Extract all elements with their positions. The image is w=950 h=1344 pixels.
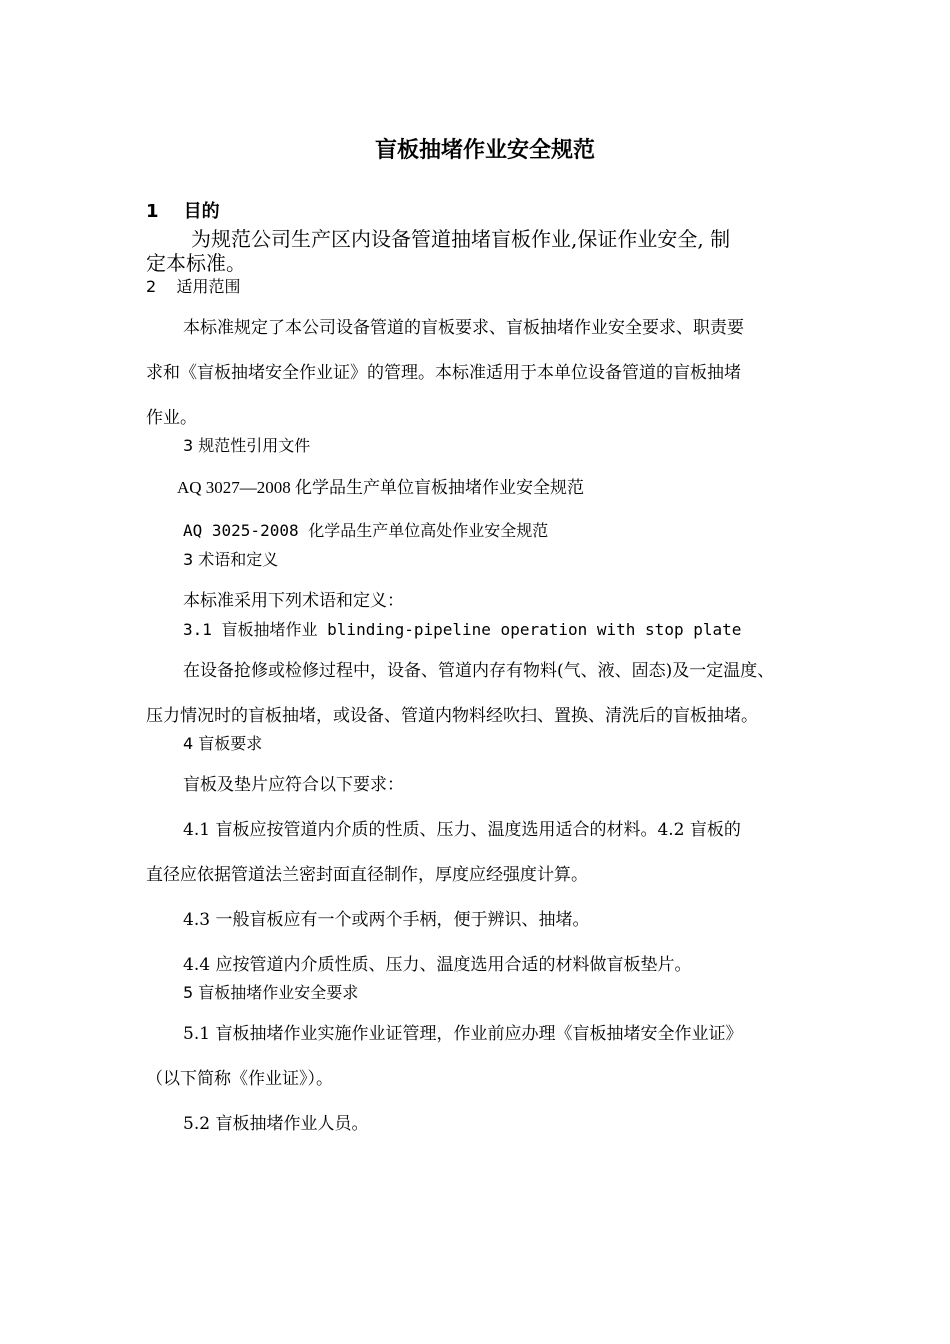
section-4-intro: 盲板及垫片应符合以下要求： (183, 775, 404, 795)
section-terms-heading: 3 术语和定义 (183, 550, 279, 569)
section-1-body-line-1: 为规范公司生产区内设备管道抽堵盲板作业,保证作业安全, 制 (191, 227, 731, 251)
item-4-4: 4.4 应按管道内介质性质、压力、温度选用合适的材料做盲板垫片。 (183, 955, 692, 975)
section-2-heading: 2 适用范围 (146, 277, 241, 296)
item-5-1-line-2: （以下简称《作业证》）。 (146, 1069, 333, 1089)
section-2-body-line-1: 本标准规定了本公司设备管道的盲板要求、盲板抽堵作业安全要求、职责要 (183, 318, 744, 338)
reference-aq3027: AQ 3027—2008 化学品生产单位盲板抽堵作业安全规范 (177, 478, 585, 497)
section-4-heading: 4 盲板要求 (183, 734, 263, 753)
item-4-1-line-1: 4.1 盲板应按管道内介质的性质、压力、温度选用适合的材料。4.2 盲板的 (183, 820, 741, 840)
section-2-body-line-2: 求和《盲板抽堵安全作业证》的管理。本标准适用于本单位设备管道的盲板抽堵 (146, 363, 741, 383)
reference-aq3025: AQ 3025-2008 化学品生产单位高处作业安全规范 (183, 521, 549, 540)
term-3-1: 3.1 盲板抽堵作业 blinding-pipeline operation with stop plate (183, 620, 742, 639)
item-4-3: 4.3 一般盲板应有一个或两个手柄，便于辨识、抽堵。 (183, 910, 590, 930)
item-5-1-line-1: 5.1 盲板抽堵作业实施作业证管理，作业前应办理《盲板抽堵安全作业证》 (183, 1024, 743, 1044)
section-1-body-line-2: 定本标准。 (146, 251, 246, 275)
terms-intro: 本标准采用下列术语和定义： (183, 591, 404, 611)
term-definition-line-2: 压力情况时的盲板抽堵，或设备、管道内物料经吹扫、置换、清洗后的盲板抽堵。 (146, 706, 758, 726)
section-5-heading: 5 盲板抽堵作业安全要求 (183, 983, 359, 1002)
section-3-heading: 3 规范性引用文件 (183, 436, 311, 455)
item-5-2: 5.2 盲板抽堵作业人员。 (183, 1114, 369, 1134)
document-title: 盲板抽堵作业安全规范 (374, 138, 595, 163)
item-4-1-line-2: 直径应依据管道法兰密封面直径制作，厚度应经强度计算。 (146, 865, 588, 885)
section-2-body-line-3: 作业。 (146, 408, 197, 428)
term-definition-line-1: 在设备抢修或检修过程中，设备、管道内存有物料(气、液、固态)及一定温度、 (183, 661, 775, 681)
section-1-heading: 1 目的 (146, 201, 220, 222)
